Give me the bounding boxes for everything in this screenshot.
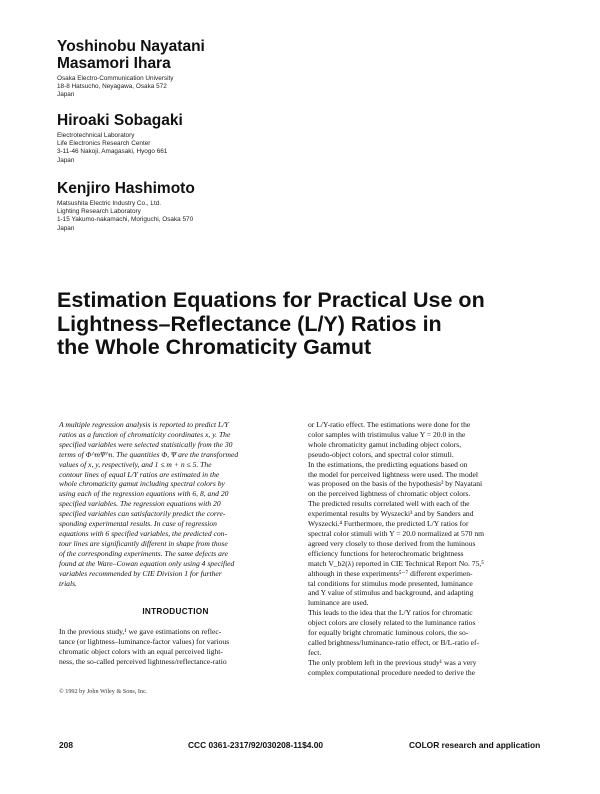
text-line: fect.: [308, 647, 322, 657]
text-line: agreed very closely to those derived from the luminous: [308, 538, 476, 548]
text-line: was proposed on the basis of the hypothesis² by Nayatani: [308, 479, 483, 489]
affiliation-line: Matsushita Electric Industry Co., Ltd.: [57, 200, 162, 207]
text-line: This leads to the idea that the L/Y ratios for chromatic: [308, 608, 473, 618]
affiliation-line: 18-8 Hatsucho, Neyagawa, Osaka 572: [57, 83, 167, 91]
article-code: CCC 0361-2317/92/030208-11$4.00: [188, 740, 324, 750]
text-line: ness, the so-called perceived lightness/reflectance-ratio: [59, 656, 227, 666]
text-line: pseudo-object colors, and spectral color stimuli.: [308, 449, 454, 459]
author-name: Hiroaki Sobagaki: [57, 112, 183, 129]
text-line: efficiency functions for heterochromatic brightness: [308, 548, 464, 558]
affiliation-line: Electrotechnical Laboratory: [57, 132, 135, 139]
author-affiliation: [57, 132, 357, 165]
author-name: Yoshinobu Nayatani: [57, 38, 205, 55]
author-name: Masamori Ihara: [57, 55, 171, 72]
text-line: called brightness/luminance-ratio effect, or B/L-ratio ef-: [308, 637, 480, 647]
copyright-notice: © 1992 by John Wiley & Sons, Inc.: [59, 688, 148, 695]
text-line: color samples with tristimulus value Y = 20.0 in the: [308, 429, 466, 439]
text-line: sponding experimental results. In case of regression: [59, 519, 217, 529]
text-line: tal conditions for stimulus mode presented, luminance: [308, 578, 473, 588]
text-line: terms of Φ^mΨ^n. The quantities Φ, Ψ are the transformed: [59, 449, 239, 459]
text-line: spectral color stimuli with Y = 20.0 normalized at 570 nm: [308, 528, 485, 538]
paper-title: [57, 289, 577, 360]
section-heading-introduction: INTRODUCTION: [142, 607, 209, 616]
title-line: Lightness–Reflectance (L/Y) Ratios in: [57, 311, 442, 336]
text-line: values of x, y, respectively, and 1 ≤ m + n ≤ 5. The: [59, 459, 212, 469]
author-block-3: [57, 180, 357, 233]
text-line: whole chromaticity gamut including object colors,: [308, 439, 462, 449]
text-line: specified variables. The regression equations with 20: [59, 499, 221, 509]
title-line: the Whole Chromaticity Gamut: [57, 335, 372, 359]
body-text-right-column: [308, 420, 541, 678]
author-block-2: [57, 112, 357, 165]
affiliation-line: 1-15 Yakumo-nakamachi, Moriguchi, Osaka 570: [57, 216, 194, 224]
author-name: Kenjiro Hashimoto: [57, 180, 195, 197]
affiliation-line: Japan: [57, 156, 75, 164]
text-line: for equally bright chromatic luminous colors, the so-: [308, 628, 469, 638]
text-line: complex computational procedure needed to derive the: [308, 667, 475, 677]
text-line: The predicted results correlated well with each of the: [308, 499, 470, 509]
title-line: Estimation Equations for Practical Use on: [57, 288, 485, 312]
journal-name: COLOR research and application: [409, 740, 541, 750]
affiliation-line: Japan: [57, 91, 75, 99]
text-line: specified variables can satisfactorily predict the corre-: [59, 509, 226, 519]
affiliation-line: Osaka Electro-Communication University: [57, 75, 174, 82]
affiliation-line: Japan: [57, 224, 75, 232]
text-line: although in these experiments⁵⁻⁷ different experimen-: [308, 568, 473, 578]
text-line: or L/Y-ratio effect. The estimations were done for the: [308, 420, 471, 429]
affiliation-line: Lighting Research Laboratory: [57, 208, 141, 216]
text-line: experimental results by Wyszecki³ and by Sanders and: [308, 509, 474, 519]
text-line: found at the Ware–Cowan equation only using 4 specified: [59, 558, 235, 568]
text-line: ratios as a function of chromaticity coordinates x, y. The: [59, 429, 231, 439]
text-line: In the previous study,¹ we gave estimations on reflec-: [59, 627, 222, 636]
text-line: on the perceived lightness of chromatic object colors.: [308, 489, 471, 499]
text-line: match V_b2(λ) reported in CIE Technical Report No. 75,⁵: [308, 558, 484, 568]
text-line: of the corresponding experiments. The same defects are: [59, 548, 228, 558]
text-line: whole chromaticity gamut including spectral colors by: [59, 479, 225, 489]
author-affiliation: [57, 200, 357, 233]
text-line: specified variables were selected statistically from the 30: [59, 439, 233, 449]
text-line: contour lines of equal L/Y ratios are estimated in the: [59, 469, 220, 479]
text-line: tour lines are significantly different in shape from those: [59, 538, 228, 548]
text-line: equations with 6 specified variables, the predicted con-: [59, 528, 228, 538]
affiliation-line: Life Electronics Research Center: [57, 140, 151, 148]
text-line: A multiple regression analysis is reported to predict L/Y: [59, 420, 229, 429]
text-line: In the estimations, the predicting equations based on: [308, 459, 468, 469]
text-line: using each of the regression equations with 6, 8, and 20: [59, 489, 229, 499]
abstract: [59, 420, 292, 588]
text-line: object colors are closely related to the luminance ratios: [308, 618, 476, 628]
author-affiliation: [57, 75, 357, 100]
text-line: luminance are used.: [308, 598, 369, 608]
introduction-text: [59, 627, 292, 667]
text-line: chromatic object colors with an equal perceived light-: [59, 646, 223, 656]
text-line: and Y value of stimulus and background, and adapting: [308, 588, 474, 598]
author-block-1: [57, 38, 357, 100]
text-line: variables recommended by CIE Division 1 for further: [59, 568, 222, 578]
page-number: 208: [59, 740, 73, 750]
affiliation-line: 3-11-46 Nakoji, Amagasaki, Hyogo 661: [57, 148, 168, 156]
text-line: The only problem left in the previous study¹ was a very: [308, 657, 477, 667]
text-line: the model for perceived lightness were used. The model: [308, 469, 479, 479]
text-line: tance (or lightness–luminance-factor values) for various: [59, 636, 230, 646]
text-line: trials.: [59, 578, 77, 588]
text-line: Wyszecki.⁴ Furthermore, the predicted L/Y ratios for: [308, 519, 469, 529]
